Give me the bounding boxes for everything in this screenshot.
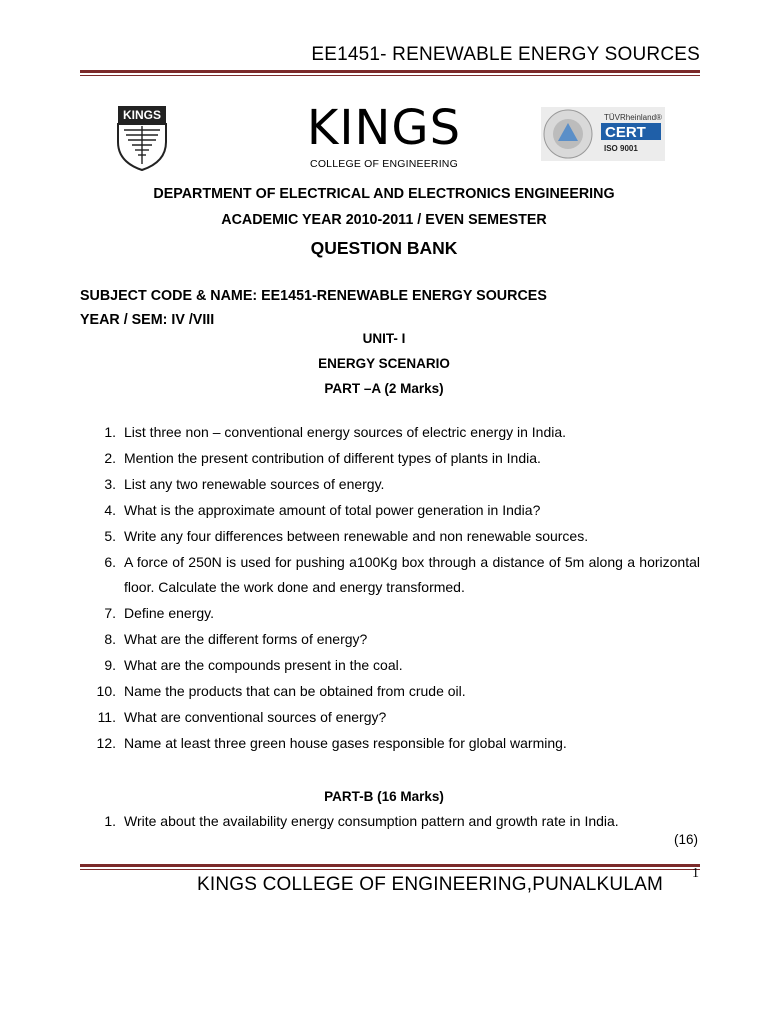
- part-a-heading: PART –A (2 Marks): [324, 381, 444, 396]
- question-number: 7.: [104, 605, 116, 622]
- list-item: [80, 420, 700, 446]
- question-text: List any two renewable sources of energy.: [124, 475, 385, 492]
- page-number: 1: [692, 866, 699, 881]
- question-number: 8.: [104, 631, 116, 648]
- question-text: Write about the availability energy consumption pattern and growth rate in India.: [124, 813, 619, 829]
- year-semester: YEAR / SEM: IV /VIII: [80, 312, 215, 328]
- list-item: [80, 653, 700, 679]
- question-text: What are the compounds present in the coal.: [124, 657, 403, 674]
- question-text: What is the approximate amount of total power generation in India?: [124, 501, 541, 518]
- list-item: [80, 524, 700, 550]
- college-wordmark-subtitle: COLLEGE OF ENGINEERING: [310, 158, 458, 170]
- unit-label: UNIT- I: [362, 331, 406, 346]
- question-number: 2.: [104, 449, 116, 466]
- question-number: 9.: [104, 657, 116, 674]
- list-item: [80, 472, 700, 498]
- question-text: List three non – conventional energy sources of electric energy in India.: [124, 424, 567, 440]
- question-number: 11.: [97, 708, 116, 725]
- list-item: [80, 731, 700, 757]
- list-item: [80, 446, 700, 472]
- header-rule: [80, 70, 700, 76]
- question-text: What are the different forms of energy?: [124, 631, 368, 648]
- question-text: Name the products that can be obtained from crude oil.: [124, 683, 466, 700]
- list-item: [80, 601, 700, 627]
- question-text: Mention the present contribution of different types of plants in India.: [124, 449, 541, 466]
- cert-brand: TÜVRheinland®: [604, 113, 662, 122]
- header-title: EE1451- RENEWABLE ENERGY SOURCES: [311, 44, 700, 65]
- crest-label: KINGS: [122, 108, 162, 122]
- question-text: A force of 250N is used for pushing a100Kg box through a distance of 5m along a horizontal floor. Calculate the work done and energy transformed.: [124, 553, 700, 596]
- question-number: 1.: [104, 813, 116, 829]
- question-number: 1.: [104, 424, 116, 440]
- part-a-question-list: [80, 420, 700, 757]
- part-b-question-list: [80, 809, 700, 835]
- list-item: [80, 809, 700, 835]
- question-number: 4.: [104, 501, 116, 518]
- academic-year-heading: ACADEMIC YEAR 2010-2011 / EVEN SEMESTER: [221, 212, 547, 228]
- list-item: [80, 679, 700, 705]
- unit-name: ENERGY SCENARIO: [318, 356, 450, 371]
- footer-rule: [80, 864, 700, 870]
- question-number: 5.: [104, 527, 116, 544]
- footer-title: KINGS COLLEGE OF ENGINEERING,PUNALKULAM: [197, 874, 664, 895]
- tuv-iso-cert-badge: [541, 107, 665, 161]
- question-number: 3.: [104, 475, 116, 492]
- list-item: [80, 498, 700, 524]
- question-text: What are conventional sources of energy?: [124, 708, 387, 725]
- question-text: Write any four differences between renewable and non renewable sources.: [124, 527, 589, 544]
- college-wordmark: KINGS: [306, 100, 462, 156]
- list-item: [80, 550, 700, 602]
- part-b-heading: PART-B (16 Marks): [324, 789, 444, 804]
- question-marks: (16): [673, 832, 698, 847]
- subject-code-name: SUBJECT CODE & NAME: EE1451-RENEWABLE ENERGY SOURCES: [80, 288, 547, 304]
- list-item: [80, 705, 700, 731]
- question-number: 6.: [104, 553, 116, 570]
- question-bank-title: QUESTION BANK: [310, 238, 458, 258]
- list-item: [80, 627, 700, 653]
- question-text: Define energy.: [124, 605, 215, 622]
- cert-word: CERT: [605, 124, 646, 141]
- cert-iso: ISO 9001: [604, 144, 638, 153]
- department-heading: DEPARTMENT OF ELECTRICAL AND ELECTRONICS ENGINEERING: [153, 186, 615, 202]
- question-number: 12.: [96, 734, 116, 751]
- question-text: Name at least three green house gases responsible for global warming.: [124, 734, 567, 751]
- question-number: 10.: [96, 683, 116, 700]
